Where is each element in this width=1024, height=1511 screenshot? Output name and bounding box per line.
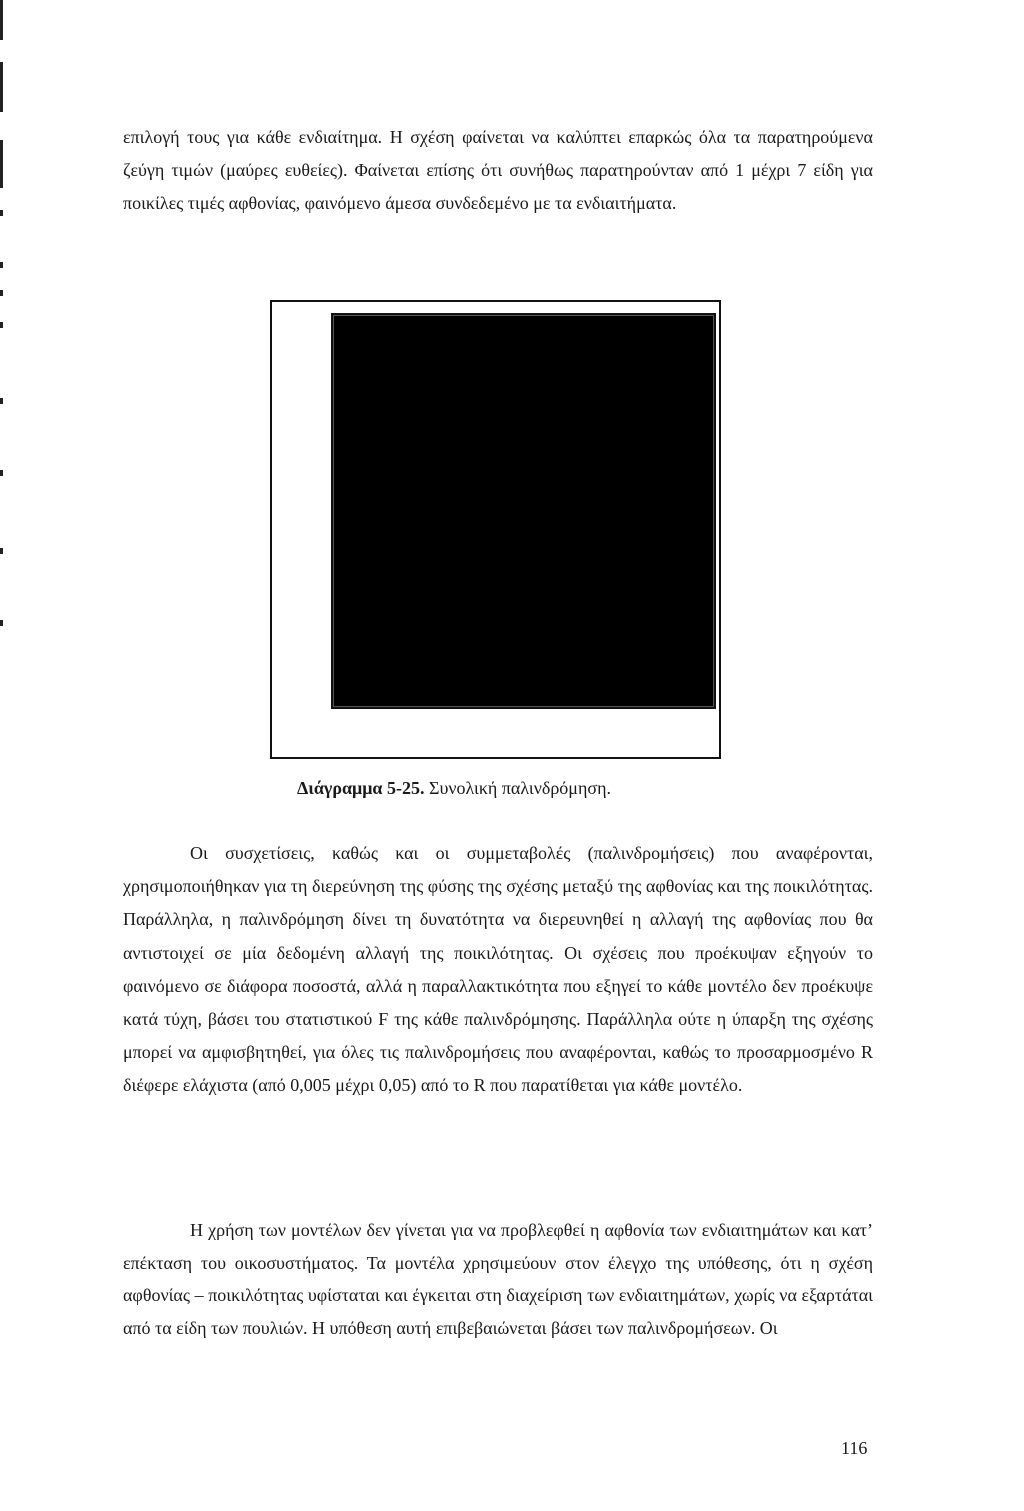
scan-edge-mark [0,210,3,216]
figure-caption [297,776,611,800]
scan-edge-mark [0,0,3,40]
scan-edge-mark [0,620,3,626]
figure-caption-text: Συνολική παλινδρόμηση. [428,778,611,798]
figure-image [331,313,716,709]
page-number: 116 [841,1438,868,1458]
figure-caption-label: Διάγραμμα 5-25. [297,778,425,798]
paragraph-top: επιλογή τους για κάθε ενδιαίτημα. Η σχέση φαίνεται να καλύπτει επαρκώς όλα τα παρατηρούμενα ζεύγη τιμών (μαύρες ευθείες). Φαίνεται επίσης ότι συνήθως παρατηρούνταν από 1 μέχρι 7 είδη για ποικίλες τιμές αφθονίας, φαινόμενο άμεσα συνδεδεμένο με τα ενδιαιτήματα. [123,127,873,214]
scan-edge-mark [0,548,3,554]
scan-edge-mark [0,322,3,328]
figure-image-fill [333,315,714,707]
scan-edge-mark [0,62,3,112]
scan-edge-mark [0,290,3,296]
scan-edge-mark [0,140,3,188]
scan-edge-mark [0,470,3,476]
figure-frame [270,300,721,759]
scan-edge-mark [0,262,3,268]
scan-edge-mark [0,398,3,404]
paragraph-regressions: Οι συσχετίσεις, καθώς και οι συμμεταβολές (παλινδρομήσεις) που αναφέρονται, χρησιμοποιήθηκαν για τη διερεύνηση της φύσης της σχέσης μεταξύ της αφθονίας και της ποικιλότητας. Παράλληλα, η παλινδρόμηση δίνει τη δυνατότητα να διερευνηθεί η αλλαγή της αφθονίας που θα αντιστοιχεί σε μία δεδομένη αλλαγή της ποικιλότητας. Οι σχέσεις που προέκυψαν εξηγούν το φαινόμενο σε διάφορα ποσοστά, αλλά η παραλλακτικότητα που εξηγεί το κάθε μοντέλο δεν προέκυψε κατά τύχη, βάσει του στατιστικού F της κάθε παλινδρόμησης. Παράλληλα ούτε η ύπαρξη της σχέσης μπορεί να αμφισβητηθεί, για όλες τις παλινδρομήσεις που αναφέρονται, καθώς το προσαρμοσμένο R διέφερε ελάχιστα (από 0,005 μέχρι 0,05) από το R που παρατίθεται για κάθε μοντέλο. [123,843,873,1096]
paragraph-models: Η χρήση των μοντέλων δεν γίνεται για να προβλεφθεί η αφθονία των ενδιαιτημάτων και κατ’ επέκταση του οικοσυστήματος. Τα μοντέλα χρησιμεύουν στον έλεγχο της υπόθεσης, ότι η σχέση αφθονίας – ποικιλότητας υφίσταται και έγκειται στη διαχείριση των ενδιαιτημάτων, χωρίς να εξαρτάται από τα είδη των πουλιών. Η υπόθεση αυτή επιβεβαιώνεται βάσει των παλινδρομήσεων. Οι [123,1220,873,1338]
